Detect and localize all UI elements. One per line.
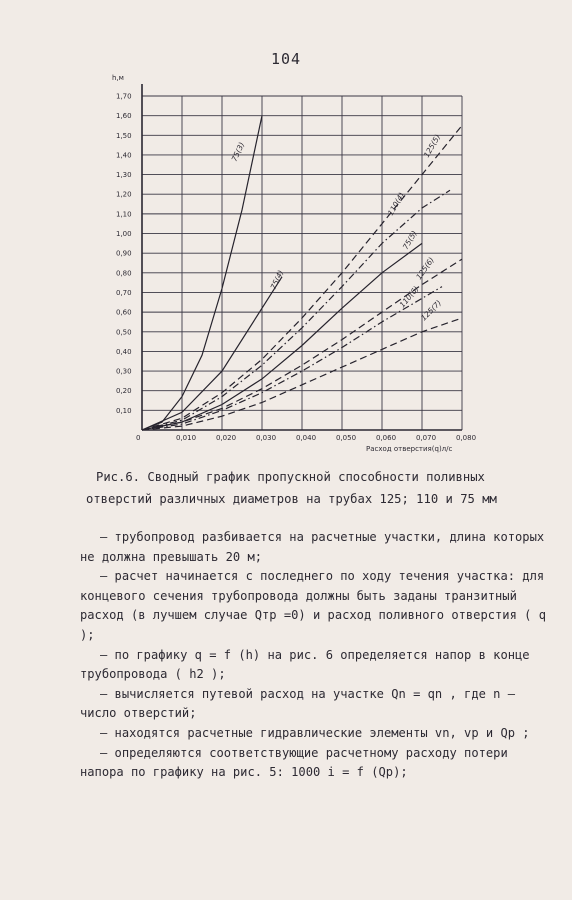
series-label: 125(7) [419, 298, 444, 323]
x-tick-label: 0,050 [336, 434, 357, 442]
x-tick-label: 0,070 [416, 434, 437, 442]
y-tick-label: 0,70 [116, 288, 132, 297]
series-label: 75(5) [400, 229, 419, 251]
paragraph: – определяются соответствующие расчетному расходу потери напора по графику на рис. 5: 1000 i = f (Qp); [80, 745, 508, 780]
paragraph: – по графику q = f (h) на рис. 6 определяется напор в конце трубопровода ( h2 ); [80, 647, 530, 682]
paragraph: – находятся расчетные гидравлические элементы vn, vp и Qp ; [100, 725, 530, 740]
y-tick-label: 1,40 [116, 151, 132, 160]
series-line [142, 190, 450, 430]
y-tick-label: 1,10 [116, 210, 132, 219]
series-line [142, 287, 442, 430]
series-label: 125(5) [421, 132, 443, 159]
paragraph: – расчет начинается с последнего по ходу течения участка: для концевого сечения трубопровода должны быть заданы транзитный расход (в лучшем случае Qтр =0) и расход поливного отверстия ( q ); [80, 569, 546, 642]
y-tick-label: 1,70 [116, 92, 132, 101]
y-tick-label: 1,60 [116, 112, 132, 121]
y-tick-label: 0,40 [116, 347, 132, 356]
y-tick-label: 0,50 [116, 328, 132, 337]
paragraph: – вычисляется путевой расход на участке Qn = qn , где n – число отверстий; [80, 686, 516, 721]
x-tick-label: 0 [136, 434, 141, 442]
series-label: 125(6) [414, 255, 436, 282]
y-tick-label: 1,50 [116, 131, 132, 140]
series-label: 75(4) [268, 268, 286, 291]
y-tick-label: 1,00 [116, 230, 132, 239]
x-tick-label: 0,080 [456, 434, 477, 442]
series-label: 110(4) [385, 190, 407, 217]
body-text [80, 528, 548, 783]
y-tick-label: 0,90 [116, 249, 132, 258]
x-tick-label: 0,010 [176, 434, 197, 442]
x-axis-label: Расход отверстия(q)л/с [366, 445, 453, 453]
x-tick-label: 0,060 [376, 434, 397, 442]
figure-caption: Рис.6. Сводный график пропускной способности поливных отверстий различных диаметров на трубах 125; 110 и 75 мм [86, 470, 497, 506]
y-tick-label: 0,80 [116, 269, 132, 278]
x-tick-label: 0,020 [216, 434, 237, 442]
y-tick-label: 0,10 [116, 406, 132, 415]
series-label: 110(6) [397, 284, 421, 310]
paragraph: – трубопровод разбивается на расчетные участки, длина которых не должна превышать 20 м; [80, 530, 545, 564]
series-label: 75(3) [229, 140, 247, 163]
series-line [142, 277, 282, 430]
y-tick-label: 0,30 [116, 367, 132, 376]
y-tick-label: 0,20 [116, 387, 132, 396]
y-tick-label: 1,20 [116, 190, 132, 199]
x-tick-label: 0,040 [296, 434, 317, 442]
y-tick-label: 0,60 [116, 308, 132, 317]
page-number: 104 [270, 50, 302, 68]
x-tick-label: 0,030 [256, 434, 277, 442]
y-axis-label: h,м [112, 74, 124, 82]
y-tick-label: 1,30 [116, 171, 132, 180]
